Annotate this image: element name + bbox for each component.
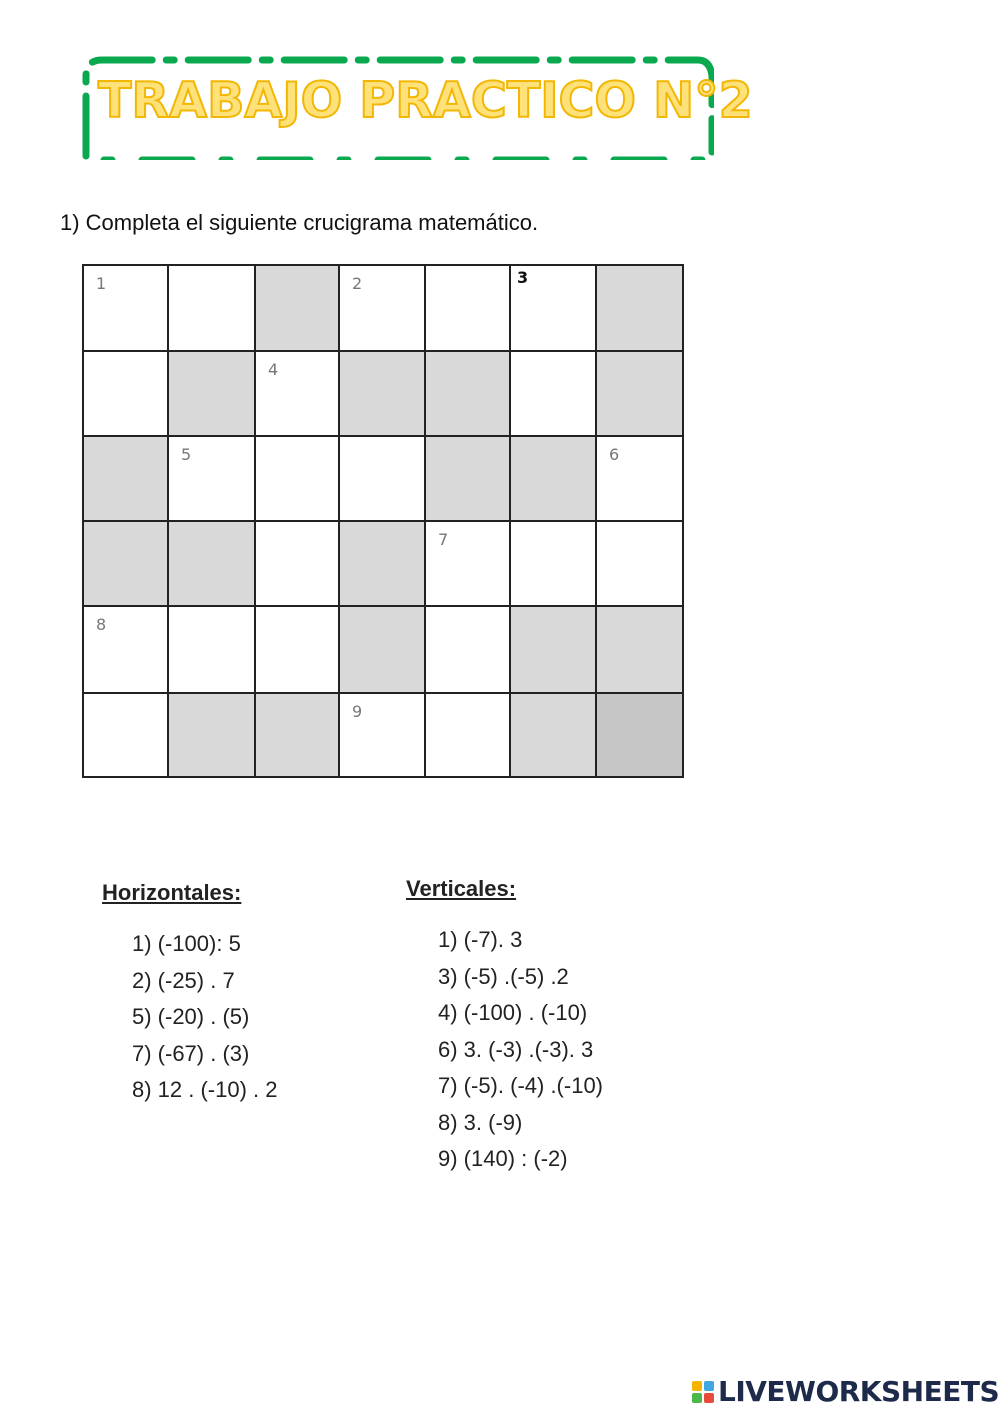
crossword-cell[interactable] bbox=[426, 694, 511, 776]
crossword-cell[interactable] bbox=[426, 607, 511, 694]
crossword-cell[interactable] bbox=[511, 352, 597, 437]
crossword-blocked-cell bbox=[169, 352, 256, 437]
logo-square bbox=[704, 1381, 714, 1391]
clue-number: 5 bbox=[181, 445, 192, 464]
verticales-heading: Verticales: bbox=[406, 876, 517, 901]
vertical-clue: 4) (-100) . (-10) bbox=[438, 1000, 588, 1025]
crossword-grid bbox=[82, 264, 684, 778]
crossword-cell[interactable] bbox=[256, 522, 340, 607]
page-title: TRABAJO PRACTICO N°2 bbox=[98, 72, 753, 129]
horizontal-clue: 5) (-20) . (5) bbox=[132, 1004, 250, 1029]
vertical-clue: 9) (140) : (-2) bbox=[438, 1146, 568, 1171]
logo-square bbox=[692, 1393, 702, 1403]
crossword-cell[interactable] bbox=[340, 694, 426, 776]
clue-number: 4 bbox=[268, 360, 279, 379]
logo-square bbox=[692, 1381, 702, 1391]
crossword-blocked-cell bbox=[84, 522, 169, 607]
crossword-blocked-cell bbox=[84, 437, 169, 522]
vertical-clue: 8) 3. (-9) bbox=[438, 1109, 523, 1135]
crossword-blocked-cell bbox=[597, 694, 682, 776]
crossword-cell[interactable] bbox=[84, 694, 169, 776]
clue-number: 7 bbox=[438, 530, 449, 549]
crossword-cell[interactable] bbox=[340, 266, 426, 352]
vertical-clue: 3) (-5) .(-5) .2 bbox=[438, 963, 569, 989]
crossword-cell[interactable] bbox=[84, 266, 169, 352]
crossword-cell[interactable] bbox=[511, 522, 597, 607]
crossword-cell[interactable] bbox=[426, 266, 511, 352]
crossword-blocked-cell bbox=[256, 694, 340, 776]
liveworksheets-logo bbox=[692, 1375, 999, 1408]
crossword-blocked-cell bbox=[597, 607, 682, 694]
horizontales-list bbox=[132, 926, 278, 1109]
vertical-clue: 1) (-7). 3 bbox=[438, 927, 523, 952]
crossword-blocked-cell bbox=[169, 694, 256, 776]
crossword-cell[interactable] bbox=[256, 437, 340, 522]
crossword-cell[interactable] bbox=[84, 352, 169, 437]
verticales-list bbox=[438, 922, 603, 1178]
crossword-cell[interactable] bbox=[256, 607, 340, 694]
crossword-blocked-cell bbox=[511, 607, 597, 694]
crossword-cell[interactable] bbox=[597, 522, 682, 607]
vertical-clue: 7) (-5). (-4) .(-10) bbox=[438, 1073, 603, 1098]
crossword-blocked-cell bbox=[169, 522, 256, 607]
clue-number: 2 bbox=[352, 274, 363, 293]
crossword-blocked-cell bbox=[597, 352, 682, 437]
crossword-blocked-cell bbox=[597, 266, 682, 352]
clue-number: 9 bbox=[352, 702, 363, 721]
instruction-text: 1) Completa el siguiente crucigrama matemático. bbox=[60, 210, 539, 235]
horizontal-clue: 7) (-67) . (3) bbox=[132, 1040, 250, 1066]
crossword-blocked-cell bbox=[511, 437, 597, 522]
crossword-blocked-cell bbox=[426, 437, 511, 522]
clue-number: 6 bbox=[609, 445, 620, 464]
horizontal-clue: 1) (-100): 5 bbox=[132, 931, 241, 956]
crossword-cell[interactable] bbox=[597, 437, 682, 522]
crossword-cell[interactable] bbox=[256, 352, 340, 437]
logo-square bbox=[704, 1393, 714, 1403]
clue-number: 3 bbox=[517, 268, 529, 287]
crossword-blocked-cell bbox=[340, 607, 426, 694]
crossword-cell[interactable] bbox=[169, 266, 256, 352]
vertical-clue: 6) 3. (-3) .(-3). 3 bbox=[438, 1036, 594, 1062]
crossword-blocked-cell bbox=[340, 522, 426, 607]
horizontales-heading: Horizontales: bbox=[102, 880, 242, 905]
clue-number: 1 bbox=[96, 274, 107, 293]
clue-number: 8 bbox=[96, 615, 107, 634]
crossword-blocked-cell bbox=[256, 266, 340, 352]
logo-text: LIVEWORKSHEETS bbox=[718, 1375, 1000, 1408]
crossword-blocked-cell bbox=[511, 694, 597, 776]
crossword-cell[interactable] bbox=[426, 522, 511, 607]
crossword-cell[interactable] bbox=[340, 437, 426, 522]
crossword-blocked-cell bbox=[426, 352, 511, 437]
logo-mark-icon bbox=[692, 1381, 714, 1403]
crossword-cell[interactable] bbox=[169, 437, 256, 522]
horizontal-clue: 2) (-25) . 7 bbox=[132, 967, 235, 993]
crossword-cell[interactable] bbox=[84, 607, 169, 694]
crossword-cell[interactable] bbox=[511, 266, 597, 352]
crossword-cell[interactable] bbox=[169, 607, 256, 694]
crossword-blocked-cell bbox=[340, 352, 426, 437]
horizontal-clue: 8) 12 . (-10) . 2 bbox=[132, 1077, 278, 1102]
